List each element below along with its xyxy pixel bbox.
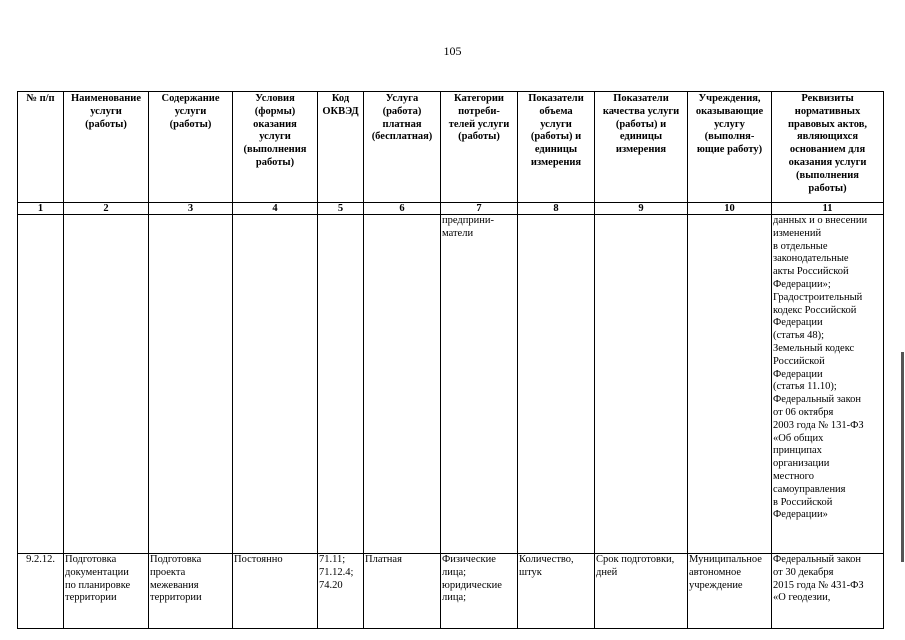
table-cell: Подготовка документации по планировке территории [64, 554, 149, 629]
column-number: 8 [518, 203, 595, 215]
table-cell: Муниципальное автономное учреждение [688, 554, 772, 629]
table-cell [64, 215, 149, 554]
header-cell: Условия (формы) оказания услуги (выполнения работы) [233, 92, 318, 203]
header-row [18, 92, 884, 203]
header-cell: Показатели объема услуги (работы) и единицы измерения [518, 92, 595, 203]
header-cell: Категории потреби- телей услуги (работы) [441, 92, 518, 203]
header-cell: Учреждения, оказывающие услугу (выполня- ющие работу) [688, 92, 772, 203]
table-cell: Физические лица; юридические лица; [441, 554, 518, 629]
column-number: 1 [18, 203, 64, 215]
table-cell: 71.11; 71.12.4; 74.20 [318, 554, 364, 629]
column-number: 3 [149, 203, 233, 215]
table-cell [18, 215, 64, 554]
column-number: 2 [64, 203, 149, 215]
column-number: 7 [441, 203, 518, 215]
header-cell: № п/п [18, 92, 64, 203]
column-number: 6 [364, 203, 441, 215]
header-cell: Реквизиты нормативных правовых актов, являющихся основанием для оказания услуги (выполнения работы) [772, 92, 884, 203]
column-number: 5 [318, 203, 364, 215]
table-cell [688, 215, 772, 554]
table-cell: данных и о внесении изменений в отдельные законодательные акты Российской Федерации»; Градостроительный кодекс Российской Федерации (статья 48); Земельный кодекс Российской Федерации (статья 11.10); Федеральный закон от 06 октября 2003 года № 131-ФЗ «Об общих принципах организации местного самоуправления в Российской Федерации» [772, 215, 884, 554]
table-cell: 9.2.12. [18, 554, 64, 629]
table-cell: Подготовка проекта межевания территории [149, 554, 233, 629]
column-number: 11 [772, 203, 884, 215]
column-number: 4 [233, 203, 318, 215]
table-cell [318, 215, 364, 554]
table-cell: Количество, штук [518, 554, 595, 629]
page-number: 105 [443, 44, 462, 58]
column-number-row [18, 203, 884, 215]
table-cell: Федеральный закон от 30 декабря 2015 года № 431-ФЗ «О геодезии, [772, 554, 884, 629]
column-number: 9 [595, 203, 688, 215]
header-cell: Содержание услуги (работы) [149, 92, 233, 203]
table-cell: предприни- матели [441, 215, 518, 554]
services-registry-table [17, 91, 884, 629]
header-cell: Код ОКВЭД [318, 92, 364, 203]
table-cell: Постоянно [233, 554, 318, 629]
table-cell: Платная [364, 554, 441, 629]
table-row [18, 554, 884, 629]
table-cell: Срок подготовки, дней [595, 554, 688, 629]
table-cell [149, 215, 233, 554]
scan-edge-mark [901, 352, 904, 562]
header-cell: Показатели качества услуги (работы) и единицы измерения [595, 92, 688, 203]
table-row [18, 215, 884, 554]
table-cell [233, 215, 318, 554]
column-number: 10 [688, 203, 772, 215]
header-cell: Наименование услуги (работы) [64, 92, 149, 203]
table-cell [518, 215, 595, 554]
header-cell: Услуга (работа) платная (бесплатная) [364, 92, 441, 203]
table-cell [364, 215, 441, 554]
table-cell [595, 215, 688, 554]
